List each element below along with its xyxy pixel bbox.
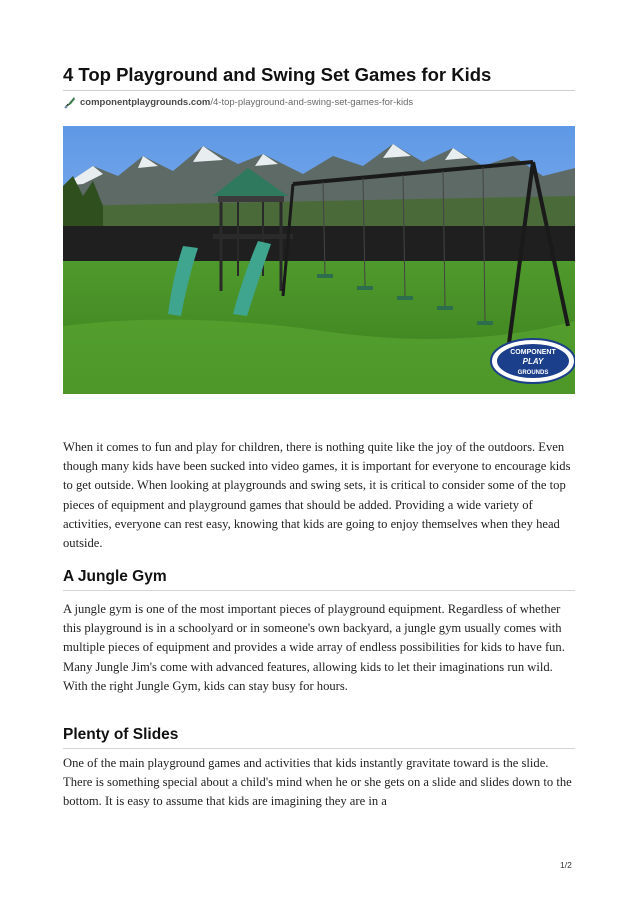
quill-icon bbox=[63, 96, 76, 109]
page-title: 4 Top Playground and Swing Set Games for Kids bbox=[63, 64, 492, 85]
heading-divider bbox=[63, 748, 575, 749]
source-domain-link[interactable]: componentplaygrounds.com bbox=[80, 96, 211, 108]
slides-paragraph: One of the main playground games and activities that kids instantly gravitate toward is the slide. There is something special about a child's mind when he or she gets on a slide and slides down to the bottom. It is easy to assume that kids are imagining they are in a bbox=[63, 756, 572, 809]
hero-image-playground bbox=[63, 126, 575, 394]
jungle-gym-paragraph: A jungle gym is one of the most important pieces of playground equipment. Regardless of whether this playground is in a schoolyard or in someone's own backyard, a jungle gym usually comes with multiple pieces of equipment and provides a wide array of endless possibilities for kids to have fun. Many Jungle Jim's come with advanced features, allowing kids to let their imaginations run wild. With the right Jungle Gym, kids can stay busy for hours. bbox=[63, 602, 565, 693]
source-path-link[interactable]: /4-top-playground-and-swing-set-games-for-kids bbox=[210, 96, 414, 108]
heading-plenty-of-slides: Plenty of Slides bbox=[63, 726, 179, 743]
source-line bbox=[63, 94, 413, 110]
title-divider bbox=[63, 90, 575, 91]
intro-paragraph: When it comes to fun and play for children, there is nothing quite like the joy of the outdoors. Even though many kids have been sucked into video games, it is important for everyone to encourage kids to get outside. When looking at playgrounds and swing sets, it is critical to consider some of the top pieces of equipment and playground games that should be added. Providing a wide variety of activities, everyone can rest easy, knowing that kids are going to enjoy themselves when they head outside. bbox=[63, 440, 571, 551]
logo-line-3: GROUNDS bbox=[517, 370, 549, 376]
page-number: 1/2 bbox=[560, 860, 572, 870]
logo-line-1: COMPONENT bbox=[510, 349, 556, 356]
logo-line-2: PLAY bbox=[522, 357, 544, 366]
heading-divider bbox=[63, 590, 575, 591]
heading-jungle-gym: A Jungle Gym bbox=[63, 568, 167, 585]
